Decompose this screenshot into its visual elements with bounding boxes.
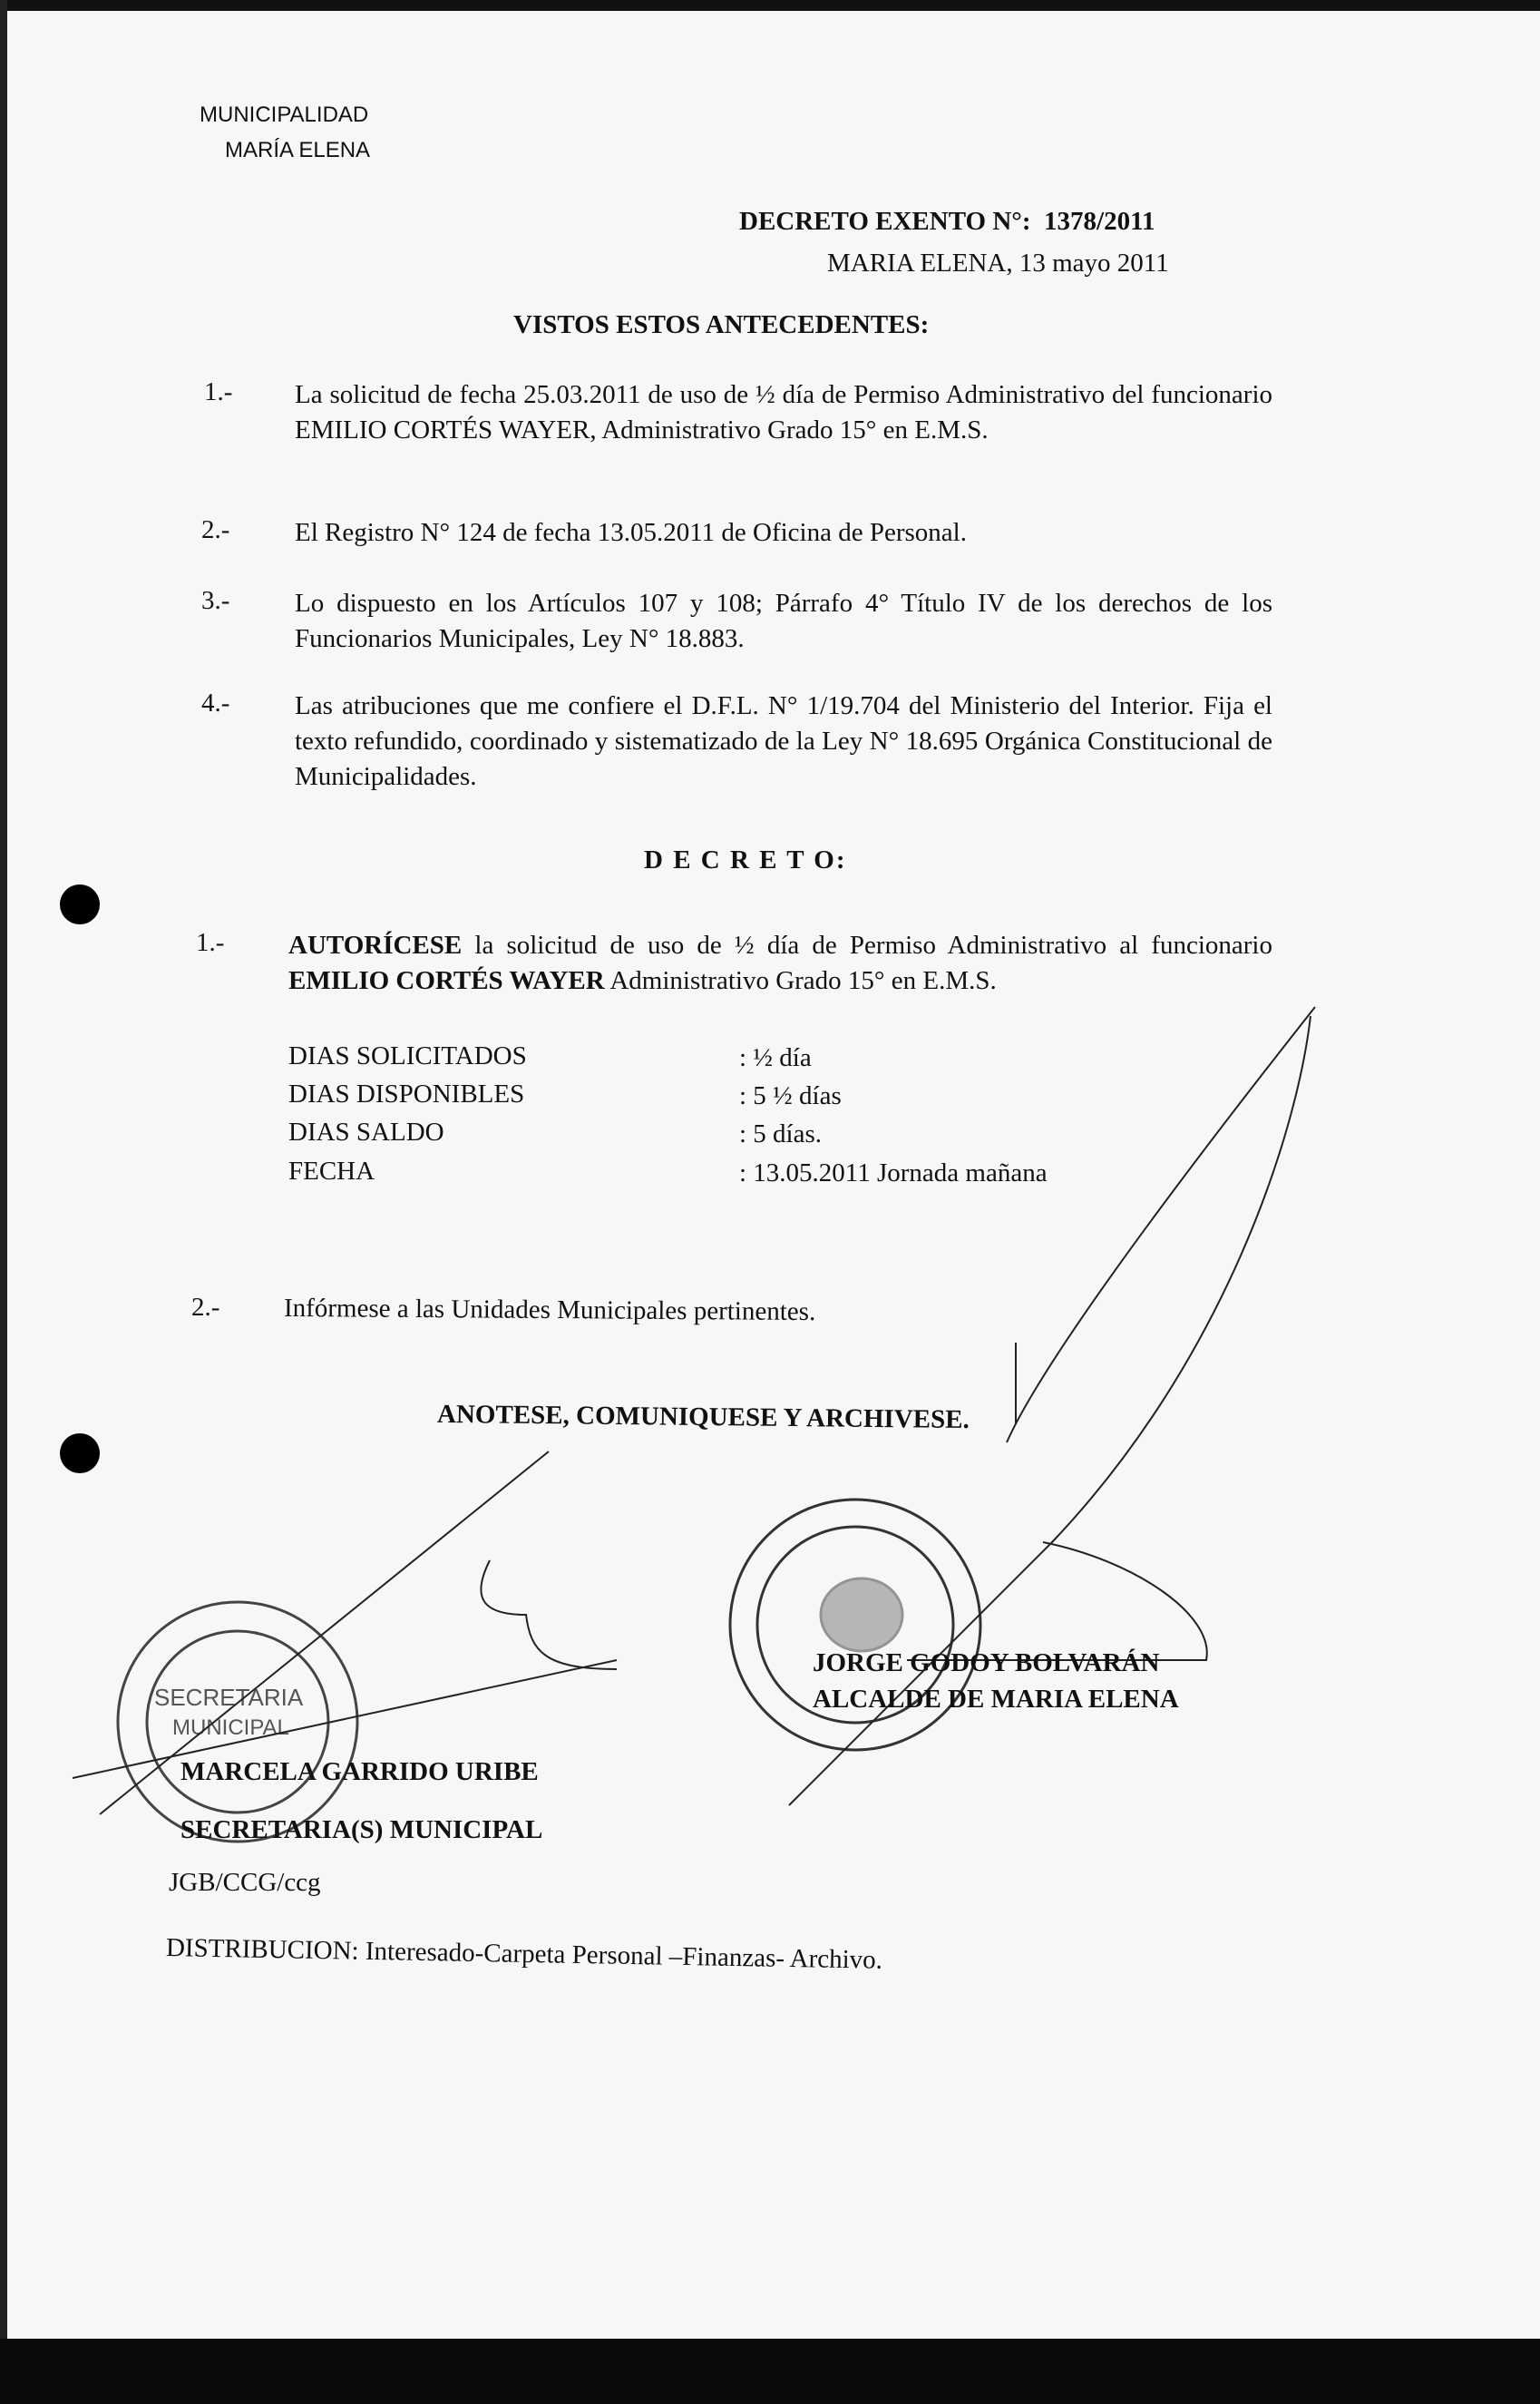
initials: JGB/CCG/ccg	[169, 1868, 321, 1897]
left-stamp-center-text: SECRETARIA	[154, 1684, 304, 1711]
right-signer-name: JORGE GODOY BOLVARÁN	[813, 1648, 1160, 1677]
vistos-item: La solicitud de fecha 25.03.2011 de uso de ½ día de Permiso Administrativo del funcionario EMILIO CORTÉS WAYER, Administrativo Grado 15° en E.M.S.	[295, 380, 1272, 445]
svg-text:MUNICIPAL: MUNICIPAL	[172, 1715, 289, 1740]
decreto-heading: D E C R E T O:	[644, 845, 847, 875]
table-label: FECHA	[288, 1157, 375, 1186]
vistos-item: Las atribuciones que me confiere el D.F.L. N° 1/19.704 del Ministerio del Interior. Fija el texto refundido, coordinado y sistematizado de la Ley N° 18.695 Orgánica Constitucional de Municipalidades.	[295, 691, 1272, 791]
item-number: 2.-	[201, 515, 230, 544]
decreto-item-2: Infórmese a las Unidades Municipales pertinentes.	[283, 1293, 816, 1327]
left-stamp	[118, 1602, 357, 1842]
vistos-heading: VISTOS ESTOS ANTECEDENTES:	[513, 310, 930, 339]
table-label: DIAS SOLICITADOS	[288, 1041, 527, 1070]
employee-name: EMILIO CORTÉS WAYER	[288, 966, 605, 995]
closing-formula: ANOTESE, COMUNIQUESE Y ARCHIVESE.	[436, 1399, 970, 1435]
vistos-item: El Registro N° 124 de fecha 13.05.2011 de Oficina de Personal.	[295, 518, 967, 547]
table-value: : 5 ½ días	[739, 1081, 842, 1110]
table-value: : 13.05.2011 Jornada mañana	[739, 1158, 1048, 1187]
table-value: : 5 días.	[739, 1119, 823, 1148]
right-signer-title: ALCALDE DE MARIA ELENA	[813, 1685, 1179, 1714]
item-number: 1.-	[204, 377, 233, 406]
org-name-line2: MARÍA ELENA	[225, 138, 371, 162]
item-number: 1.-	[196, 928, 225, 957]
text: Administrativo Grado 15° en E.M.S.	[604, 966, 997, 995]
left-signer-title: SECRETARIA(S) MUNICIPAL	[180, 1815, 543, 1844]
item-number: 4.-	[201, 689, 230, 718]
decree-number: 1378/2011	[1044, 207, 1155, 236]
table-label: DIAS DISPONIBLES	[288, 1080, 525, 1109]
item-number: 2.-	[191, 1293, 220, 1322]
place-date: MARIA ELENA, 13 mayo 2011	[827, 249, 1169, 278]
org-name-line1: MUNICIPALIDAD	[200, 103, 369, 127]
left-signer-name: MARCELA GARRIDO URIBE	[180, 1757, 539, 1786]
vistos-item: Lo dispuesto en los Artículos 107 y 108; Párrafo 4° Título IV de los derechos de los Funcionarios Municipales, Ley N° 18.883.	[295, 589, 1272, 653]
item-number: 3.-	[201, 586, 230, 615]
coat-of-arms-icon	[821, 1578, 902, 1651]
table-label: DIAS SALDO	[288, 1118, 444, 1147]
decree-title-label: DECRETO EXENTO N°:	[739, 207, 1031, 236]
authorize-word: AUTORÍCESE	[288, 931, 463, 960]
text: la solicitud de uso de ½ día de Permiso Administrativo al funcionario	[462, 931, 1272, 960]
distribution: DISTRIBUCION: Interesado-Carpeta Personal –Finanzas- Archivo.	[165, 1933, 883, 1975]
table-value: : ½ día	[739, 1043, 812, 1072]
